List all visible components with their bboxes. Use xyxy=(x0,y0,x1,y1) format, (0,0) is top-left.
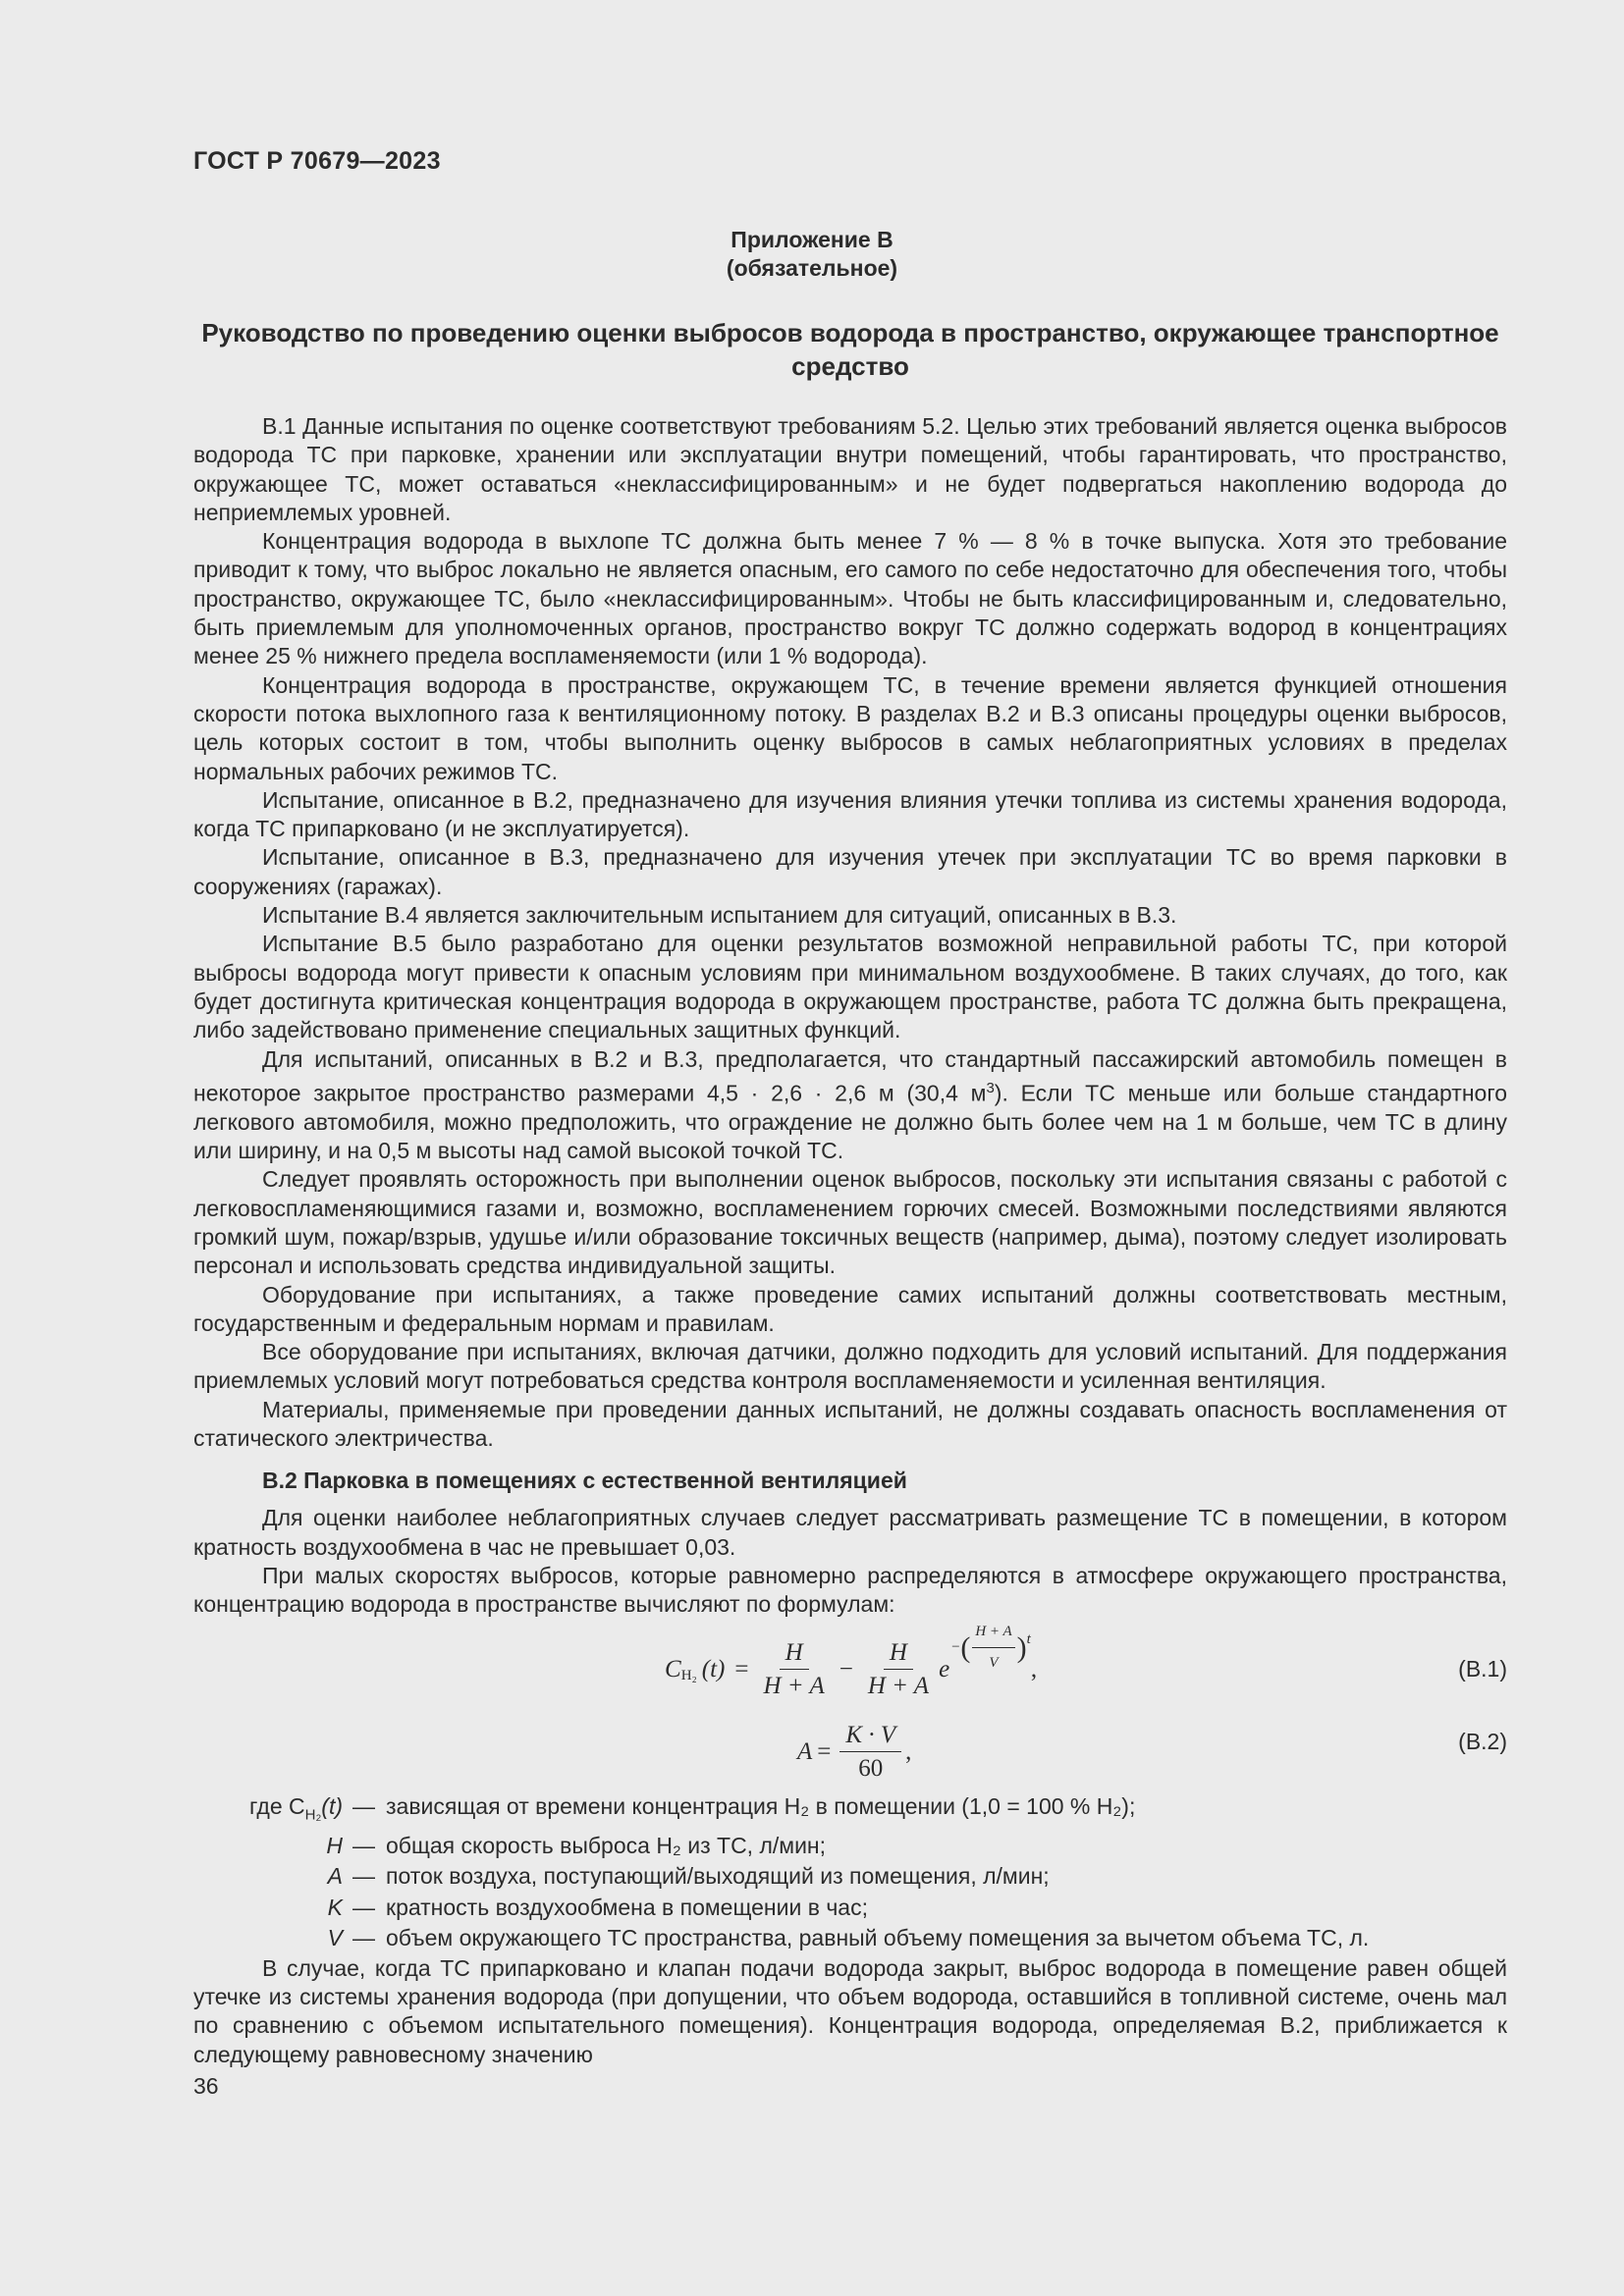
document-code: ГОСТ Р 70679—2023 xyxy=(193,147,441,175)
definition-subscript: H₂ xyxy=(304,1806,322,1824)
formula-symbol: A xyxy=(797,1737,813,1765)
formula-symbol: C xyxy=(665,1655,681,1682)
formula-equals: = xyxy=(817,1737,832,1765)
definition-text: общая скорость выброса H₂ из ТС, л/мин; xyxy=(386,1832,827,1858)
superscript: 3 xyxy=(986,1079,995,1096)
symbol-definitions xyxy=(193,1791,1507,1954)
definition-arg: (t) xyxy=(321,1792,343,1819)
fraction-denominator: H + A xyxy=(763,1673,825,1700)
definition-text: кратность воздухообмена в помещении в час; xyxy=(386,1894,868,1920)
document-body xyxy=(193,412,1507,2069)
fraction-numerator: K · V xyxy=(839,1721,901,1752)
definition-text: поток воздуха, поступающий/выходящий из помещения, л/мин; xyxy=(386,1863,1050,1890)
annex-heading xyxy=(0,226,1624,283)
definition-row xyxy=(193,1791,1507,1831)
paragraph: Концентрация водорода в пространстве, окружающем ТС, в течение времени является функцией отношения скорости потока выхлопного газа к вентиляционному потоку. В разделах В.2 и В.3 описаны процедуры оценки выбросов, цель которых состоит в том, чтобы выполнить оценку выбросов в самых неблагоприятных условиях в пределах нормальных рабочих режимов ТС. xyxy=(193,671,1507,784)
paragraph-enclosure-size xyxy=(193,1045,1507,1166)
exponent-time: t xyxy=(1026,1630,1031,1647)
definition-symbol: H xyxy=(326,1832,343,1858)
formula-block xyxy=(193,1623,1507,1788)
definition-row xyxy=(193,1893,1507,1924)
definition-symbol: A xyxy=(327,1863,343,1890)
fraction-numerator: H xyxy=(780,1638,809,1670)
formula-b1 xyxy=(665,1623,1038,1712)
paragraph: При малых скоростях выбросов, которые равномерно распределяются в атмосфере окружающего пространства, концентрацию водорода в пространстве вычисляют по формулам: xyxy=(193,1562,1507,1618)
formula-fraction xyxy=(862,1638,935,1701)
paragraph: Оборудование при испытаниях, а также проведение самих испытаний должны соответствовать местным, государственным и федеральным нормам и правилам. xyxy=(193,1281,1507,1336)
definition-where: где C xyxy=(249,1792,305,1819)
formula-fraction xyxy=(839,1721,901,1784)
formula-exponent xyxy=(950,1618,1031,1679)
formula-b2-row xyxy=(193,1718,1507,1787)
fraction-denominator: H + A xyxy=(867,1673,930,1700)
formula-exp-base: e xyxy=(939,1655,950,1682)
definition-row xyxy=(193,1861,1507,1893)
annex-subject-title: Руководство по проведению оценки выбросов водорода в пространство, окружающее транспортное средство xyxy=(201,318,1499,381)
formula-number: (В.1) xyxy=(1458,1655,1507,1682)
definition-symbol: V xyxy=(327,1925,343,1951)
fraction-denominator: 60 xyxy=(858,1755,884,1783)
fraction-numerator: H + A xyxy=(972,1618,1014,1648)
annex-status: (обязательное) xyxy=(726,255,898,281)
definition-row xyxy=(193,1923,1507,1954)
paragraph: Для оценки наиболее неблагоприятных случаев следует рассматривать размещение ТС в помещении, в котором кратность воздухообмена в час не превышает 0,03. xyxy=(193,1505,1507,1560)
paren-close: ) xyxy=(1016,1630,1027,1664)
paragraph: В.1 Данные испытания по оценке соответствуют требованиям 5.2. Целью этих требований является оценка выбросов водорода ТС при парковке, хранении или эксплуатации внутри помещений, чтобы гарантировать, что пространство, окружающее ТС, может оставаться «неклассифицированным» и не будет подвергаться накоплению водорода до неприемлемых уровней. xyxy=(193,413,1507,525)
definition-dash: — xyxy=(352,1863,375,1890)
paragraph: Материалы, применяемые при проведении данных испытаний, не должны создавать опасность воспламенения от статического электричества. xyxy=(193,1396,1507,1452)
text-run: Для испытаний, описанных в В.2 и В.3, предполагается, что стандартный пассажирский автомобиль помещен в некоторое закрытое пространство размерами 4,5 · 2,6 · 2,6 м (30,4 м xyxy=(193,1045,1507,1106)
fraction-denominator: V xyxy=(989,1655,999,1672)
paren-open: ( xyxy=(960,1630,971,1664)
text-run: ). Если ТС меньше или больше стандартного легкового автомобиля, можно предположить, что ограждение не должно быть более чем на 1 м больше, чем ТС в длину или ширину, и на 0,5 м высоты над самой высокой точкой ТС. xyxy=(193,1080,1508,1164)
fraction-numerator: H xyxy=(884,1638,913,1670)
formula-b2 xyxy=(797,1718,911,1787)
formula-fraction xyxy=(757,1638,830,1701)
formula-subscript: H₂ xyxy=(680,1667,697,1683)
formula-comma: , xyxy=(905,1737,912,1765)
definition-row xyxy=(193,1831,1507,1862)
formula-equals: = xyxy=(734,1655,749,1682)
paragraph: Испытание, описанное в В.2, предназначено для изучения влияния утечки топлива из системы хранения водорода, когда ТС припарковано (и не эксплуатируется). xyxy=(193,786,1507,842)
definition-dash: — xyxy=(352,1792,375,1819)
page-number: 36 xyxy=(193,2073,219,2099)
formula-comma: , xyxy=(1030,1655,1038,1682)
paragraph: Следует проявлять осторожность при выполнении оценок выбросов, поскольку эти испытания связаны с работой с легковоспламеняющимися газами и, возможно, воспламенением горючих смесей. Возможными последствиями являются громкий шум, пожар/взрыв, удушье и/или образование токсичных веществ (например, дыма), поэтому следует изолировать персонал и использовать средства индивидуальной защиты. xyxy=(193,1166,1507,1279)
formula-number: (В.2) xyxy=(1458,1728,1507,1754)
definition-dash: — xyxy=(352,1925,375,1951)
definition-symbol: K xyxy=(327,1894,343,1920)
paragraph: Испытание В.5 было разработано для оценки результатов возможной неправильной работы ТС, при которой выбросы водорода могут привести к опасным условиям при минимальном воздухообмене. В таких случаях, до того, как будет достигнута критическая концентрация водорода в окружающем пространстве, работа ТС должна быть прекращена, либо задействовано применение специальных защитных функций. xyxy=(193,931,1507,1043)
formula-argument: (t) xyxy=(701,1655,726,1682)
formula-minus: − xyxy=(839,1655,853,1682)
paragraph: Концентрация водорода в выхлопе ТС должна быть менее 7 % — 8 % в точке выпуска. Хотя это требование приводит к тому, что выброс локально не является опасным, его самого по себе недостаточно для обеспечения того, чтобы пространство, окружающее ТС, было «неклассифицированным». Чтобы не быть классифицированным и, следовательно, быть приемлемым для уполномоченных органов, пространство вокруг ТС должно содержать водород в концентрациях менее 25 % нижнего предела воспламеняемости (или 1 % водорода). xyxy=(193,528,1507,669)
exponent-sign: − xyxy=(950,1638,961,1655)
paragraph: В случае, когда ТС припарковано и клапан подачи водорода закрыт, выброс водорода в помещение равен общей утечке из системы хранения водорода (при допущении, что объем водорода, оставшийся в топливной системе, очень мал по сравнению с объемом испытательного помещения). Концентрация водорода, определяемая В.2, приближается к следующему равновесному значению xyxy=(193,1954,1507,2067)
definition-text: объем окружающего ТС пространства, равный объему помещения за вычетом объема ТС, л. xyxy=(386,1925,1370,1951)
annex-title: Приложение В xyxy=(731,227,893,252)
formula-b1-row xyxy=(193,1623,1507,1714)
exponent-fraction xyxy=(972,1618,1014,1679)
paragraph: Испытание, описанное в В.3, предназначено для изучения утечек при эксплуатации ТС во время парковки в сооружениях (гаражах). xyxy=(193,844,1507,899)
paragraph: Испытание В.4 является заключительным испытанием для ситуаций, описанных в В.3. xyxy=(262,902,1177,929)
section-heading-b2: В.2 Парковка в помещениях с естественной вентиляцией xyxy=(262,1468,907,1494)
definition-symbol xyxy=(193,1791,352,1831)
definition-text: зависящая от времени концентрация H₂ в помещении (1,0 = 100 % H₂); xyxy=(386,1792,1136,1819)
paragraph: Все оборудование при испытаниях, включая датчики, должно подходить для условий испытаний. Для поддержания приемлемых условий могут потребоваться средства контроля воспламеняемости и усиленная вентиляция. xyxy=(193,1339,1507,1394)
definition-dash: — xyxy=(352,1894,375,1920)
definition-dash: — xyxy=(352,1832,375,1858)
